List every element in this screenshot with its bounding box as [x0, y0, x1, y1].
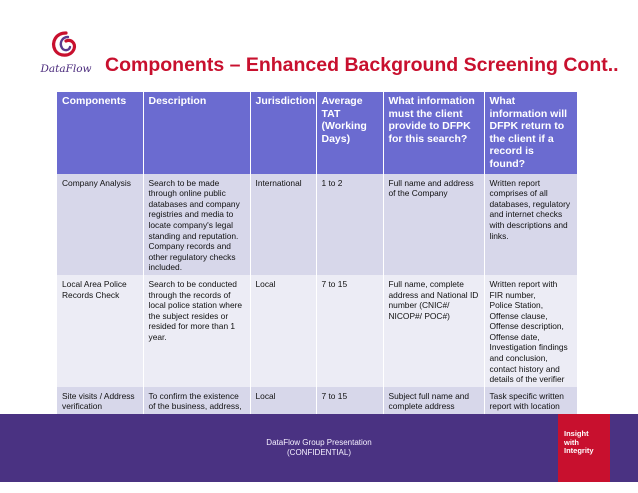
cell-jurisdiction: International [250, 174, 316, 275]
cell-description: Search to be made through online public databases and company registries and media to locate company's legal standing and reputation. Company records and other regulatory checks included. [143, 174, 250, 275]
cell-component: Company Analysis [57, 174, 143, 275]
cell-description: Search to be conducted through the records of local police station where the subject resides or resided for more than 1 year. [143, 275, 250, 387]
cell-dfpk-returns: Written report comprises of all databases, regulatory and internet checks with descriptions and links. [484, 174, 577, 275]
footer-line-1: DataFlow Group Presentation [266, 438, 372, 447]
logo-text: DataFlow [40, 63, 92, 75]
insight-badge [558, 414, 610, 482]
cell-component: Site visits / Address verification [57, 387, 143, 446]
header-average-tat: Average TAT (Working Days) [316, 92, 383, 174]
header-client-provides: What information must the client provide to DFPK for this search? [383, 92, 484, 174]
table-header-row [57, 92, 577, 174]
cell-jurisdiction: Local [250, 387, 316, 446]
cell-client-provides: Full name and address of the Company [383, 174, 484, 275]
cell-tat: 7 to 15 [316, 387, 383, 446]
components-table [57, 92, 578, 446]
header-description: Description [143, 92, 250, 174]
cell-jurisdiction: Local [250, 275, 316, 387]
badge-text: Insight with Integrity [564, 429, 594, 455]
cell-component: Local Area Police Records Check [57, 275, 143, 387]
footer-caption [0, 438, 638, 458]
cell-tat: 7 to 15 [316, 275, 383, 387]
header-dfpk-returns: What information will DFPK return to the client if a record is found? [484, 92, 577, 174]
header-jurisdiction: Jurisdiction [250, 92, 316, 174]
dataflow-swirl-icon [46, 30, 86, 64]
dataflow-logo [38, 30, 94, 78]
cell-client-provides: Full name, complete address and National ID number (CNIC#/ NICOP#/ POC#) [383, 275, 484, 387]
cell-dfpk-returns: Written report with FIR number, Police Station, Offense clause, Offense description, Offense date, Investigation findings and conclusion, contact history and details of the verifier [484, 275, 577, 387]
cell-dfpk-returns: Task specific written report with location [484, 387, 577, 446]
page-title: Components – Enhanced Background Screening Cont.. [105, 54, 619, 76]
footer-bar [0, 414, 638, 482]
table-row [57, 275, 577, 387]
table-row [57, 174, 577, 275]
footer-line-2: (CONFIDENTIAL) [287, 448, 351, 457]
cell-description: To confirm the existence of the business, address, [143, 387, 250, 446]
cell-tat: 1 to 2 [316, 174, 383, 275]
cell-client-provides: Subject full name and complete address [383, 387, 484, 446]
header-components: Components [57, 92, 143, 174]
